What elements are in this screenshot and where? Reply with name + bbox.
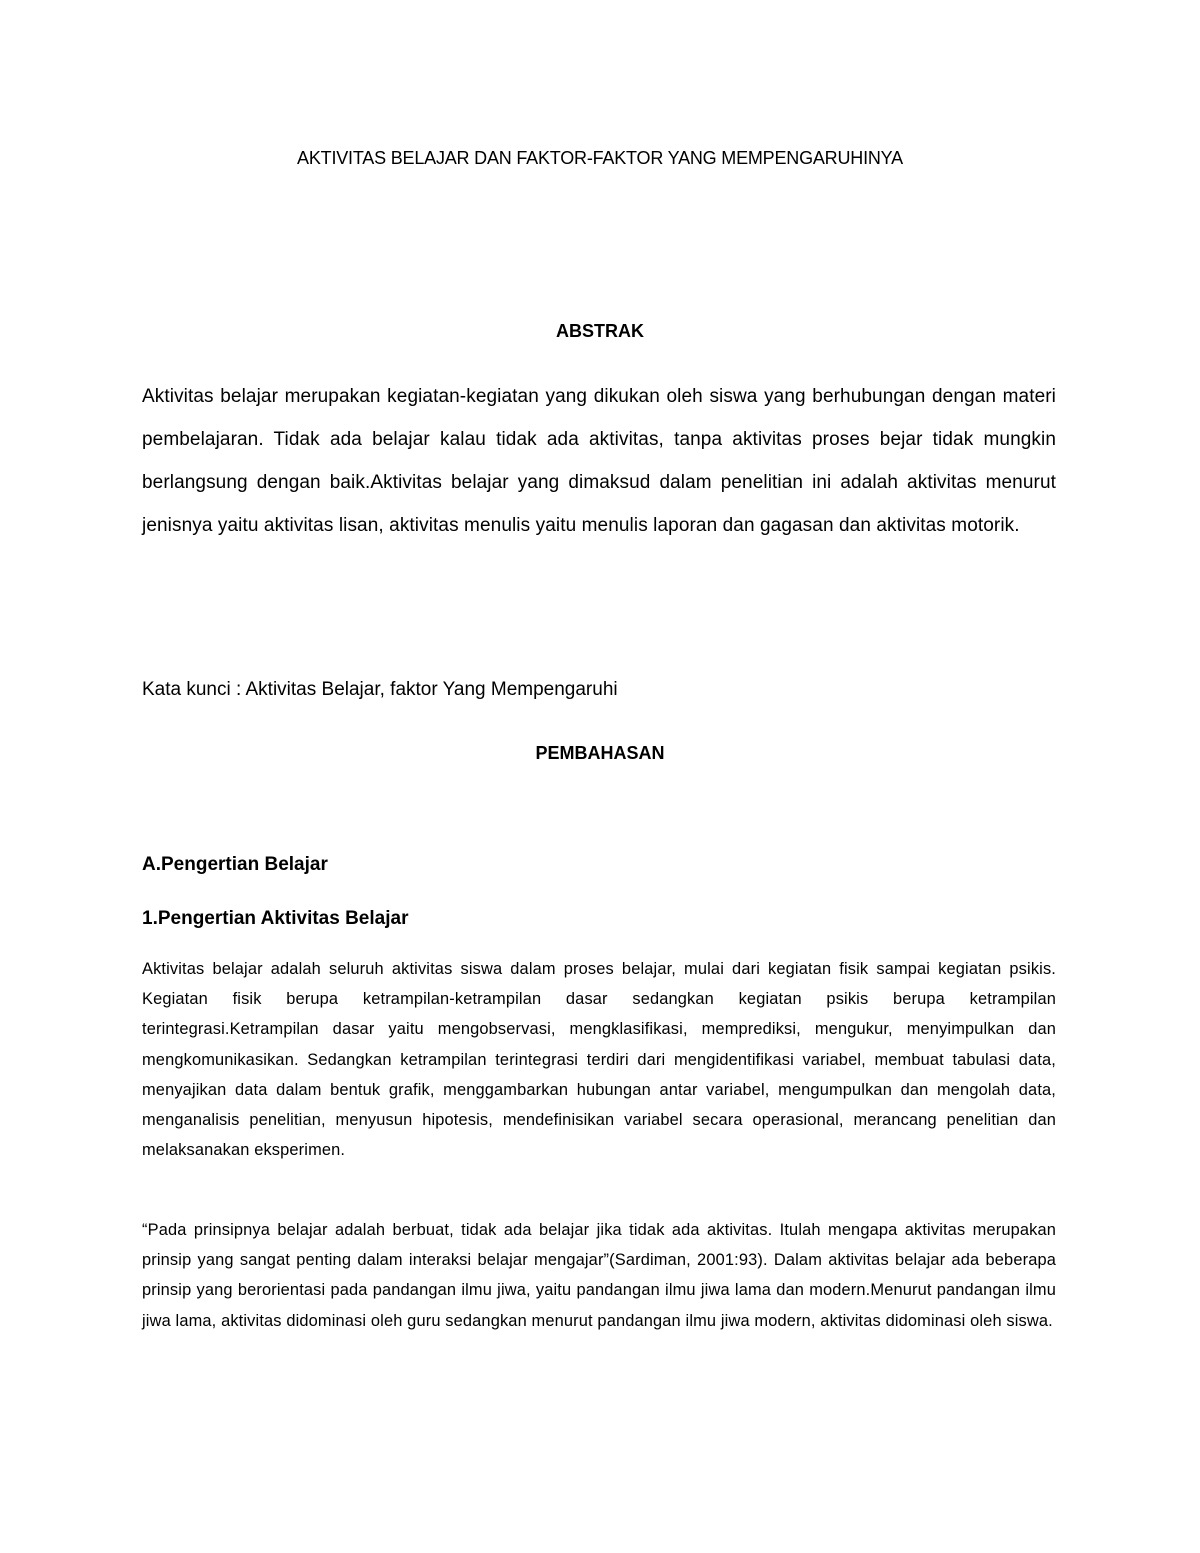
keywords-line: Kata kunci : Aktivitas Belajar, faktor Yang Mempengaruhi [142,679,618,700]
section-1-heading: 1.Pengertian Aktivitas Belajar [142,908,409,929]
document-title: AKTIVITAS BELAJAR DAN FAKTOR-FAKTOR YANG MEMPENGARUHINYA [297,148,903,168]
abstract-heading: ABSTRAK [556,321,644,341]
body-paragraph-2: “Pada prinsipnya belajar adalah berbuat, tidak ada belajar jika tidak ada aktivitas. Itulah mengapa aktivitas merupakan prinsip yang sangat penting dalam interaksi belajar mengajar”(Sardiman, 2001:93). Dalam aktivitas belajar ada beberapa prinsip yang berorientasi pada pandangan ilmu jiwa, yaitu pandangan ilmu jiwa lama dan modern.Menurut pandangan ilmu jiwa lama, aktivitas didominasi oleh guru sedangkan menurut pandangan ilmu jiwa modern, aktivitas didominasi oleh siswa. [142,1221,1056,1330]
section-a-heading: A.Pengertian Belajar [142,854,328,875]
body-paragraph-1: Aktivitas belajar adalah seluruh aktivitas siswa dalam proses belajar, mulai dari kegiatan fisik sampai kegiatan psikis. Kegiatan fisik berupa ketrampilan-ketrampilan dasar sedangkan kegiatan psikis berupa ketrampilan terintegrasi.Ketrampilan dasar yaitu mengobservasi, mengklasifikasi, memprediksi, mengukur, menyimpulkan dan mengkomunikasikan. Sedangkan ketrampilan terintegrasi terdiri dari mengidentifikasi variabel, membuat tabulasi data, menyajikan data dalam bentuk grafik, menggambarkan hubungan antar variabel, mengumpulkan dan mengolah data, menganalisis penelitian, menyusun hipotesis, mendefinisikan variabel secara operasional, merancang penelitian dan melaksanakan eksperimen. [142,960,1056,1160]
abstract-text: Aktivitas belajar merupakan kegiatan-kegiatan yang dikukan oleh siswa yang berhubungan dengan materi pembelajaran. Tidak ada belajar kalau tidak ada aktivitas, tanpa aktivitas proses bejar tidak mungkin berlangsung dengan baik.Aktivitas belajar yang dimaksud dalam penelitian ini adalah aktivitas menurut jenisnya yaitu aktivitas lisan, aktivitas menulis yaitu menulis laporan dan gagasan dan aktivitas motorik. [142,386,1056,536]
discussion-heading: PEMBAHASAN [535,743,665,763]
